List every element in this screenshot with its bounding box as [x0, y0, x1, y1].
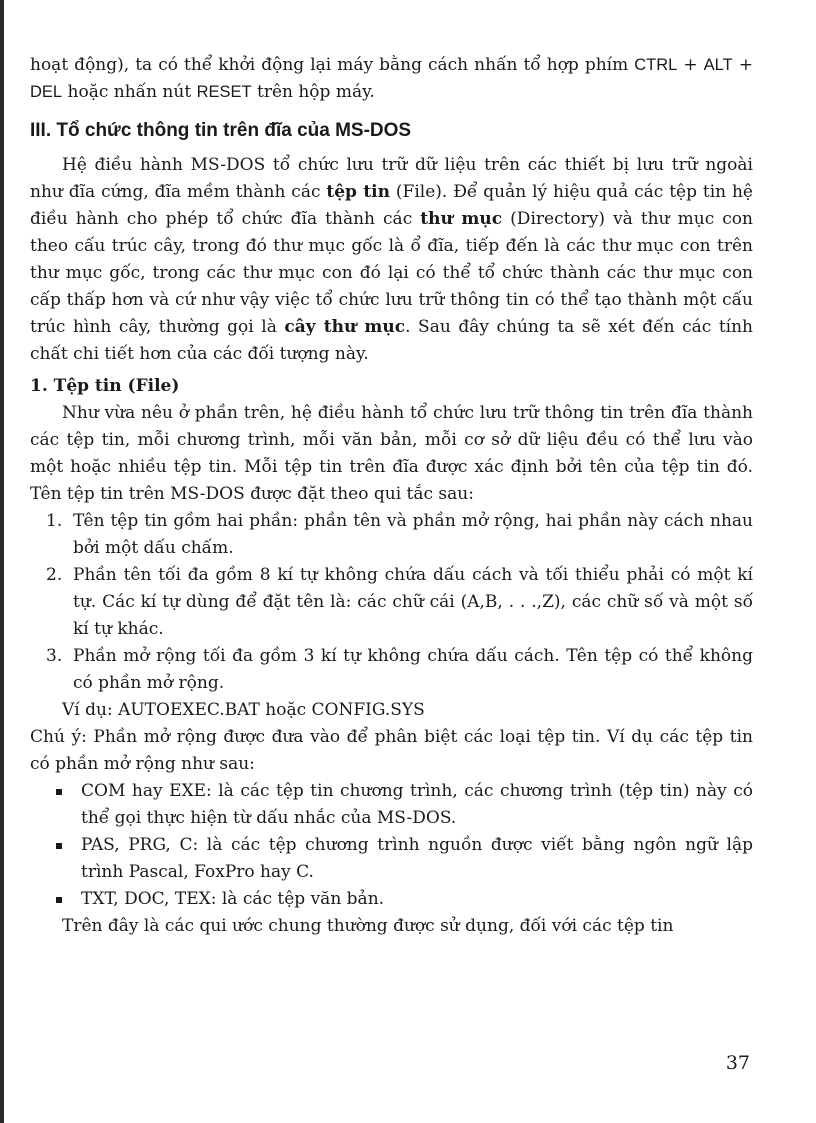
list-item: 1. Tên tệp tin gồm hai phần: phần tên và phần mở rộng, hai phần này cách nhau bởi một dấu chấm. [46, 511, 753, 558]
note-paragraph: Chú ý: Phần mở rộng được đưa vào để phân biệt các loại tệp tin. Ví dụ các tệp tin có phần mở rộng như sau: [30, 727, 753, 774]
square-bullet-icon [56, 789, 62, 795]
page-number: 37 [725, 1052, 750, 1074]
list-item: COM hay EXE: là các tệp tin chương trình, các chương trình (tệp tin) này có thể gọi thực hiện từ dấu nhắc của MS-DOS. [30, 778, 753, 832]
section-heading: III. Tổ chức thông tin trên đĩa của MS-DOS [30, 120, 412, 141]
scan-binding-edge [0, 0, 4, 1123]
square-bullet-icon [56, 897, 62, 903]
subsection-heading: 1. Tệp tin (File) [30, 376, 180, 396]
intro-paragraph: hoạt động), ta có thể khởi động lại máy bằng cách nhấn tổ hợp phím CTRL + ALT + DEL hoặc nhấn nút RESET trên hộp máy. [30, 55, 753, 102]
closing-paragraph: Trên đây là các qui ước chung thường được sử dụng, đối với các tệp tin [62, 916, 674, 936]
list-item: TXT, DOC, TEX: là các tệp văn bản. [30, 886, 753, 913]
list-item: 2. Phần tên tối đa gồm 8 kí tự không chứa dấu cách và tối thiểu phải có một kí tự. Các kí tự dùng để đặt tên là: các chữ cái (A,B, . . .,Z), các chữ số và một số kí tự khác. [46, 565, 753, 639]
square-bullet-icon [56, 843, 62, 849]
naming-rules-list [30, 508, 753, 697]
example-line: Ví dụ: AUTOEXEC.BAT hoặc CONFIG.SYS [62, 700, 425, 720]
subsection-paragraph: Như vừa nêu ở phần trên, hệ điều hành tổ chức lưu trữ thông tin trên đĩa thành các tệp tin, mỗi chương trình, mỗi văn bản, mỗi cơ sở dữ liệu đều có thể lưu vào một hoặc nhiều tệp tin. Mỗi tệp tin trên đĩa được xác định bởi tên của tệp tin đó. Tên tệp tin trên MS-DOS được đặt theo qui tắc sau: [30, 403, 753, 504]
page-content [30, 52, 753, 940]
extensions-list [30, 778, 753, 913]
list-item: 3. Phần mở rộng tối đa gồm 3 kí tự không chứa dấu cách. Tên tệp có thể không có phần mở rộng. [46, 646, 753, 693]
list-item: PAS, PRG, C: là các tệp chương trình nguồn được viết bằng ngôn ngữ lập trình Pascal, FoxPro hay C. [30, 832, 753, 886]
section-paragraph: Hệ điều hành MS-DOS tổ chức lưu trữ dữ liệu trên các thiết bị lưu trữ ngoài như đĩa cứng, đĩa mềm thành các tệp tin (File). Để quản lý hiệu quả các tệp tin hệ điều hành cho phép tổ chức đĩa thành các thư mục (Directory) và thư mục con theo cấu trúc cây, trong đó thư mục gốc là ổ đĩa, tiếp đến là các thư mục con trên thư mục gốc, trong các thư mục con đó lại có thể tổ chức thành các thư mục con cấp thấp hơn và cứ như vậy việc tổ chức lưu trữ thông tin có thể tạo thành một cấu trúc hình cây, thường gọi là cây thư mục. Sau đây chúng ta sẽ xét đến các tính chất chi tiết hơn của các đối tượng này. [30, 155, 753, 364]
